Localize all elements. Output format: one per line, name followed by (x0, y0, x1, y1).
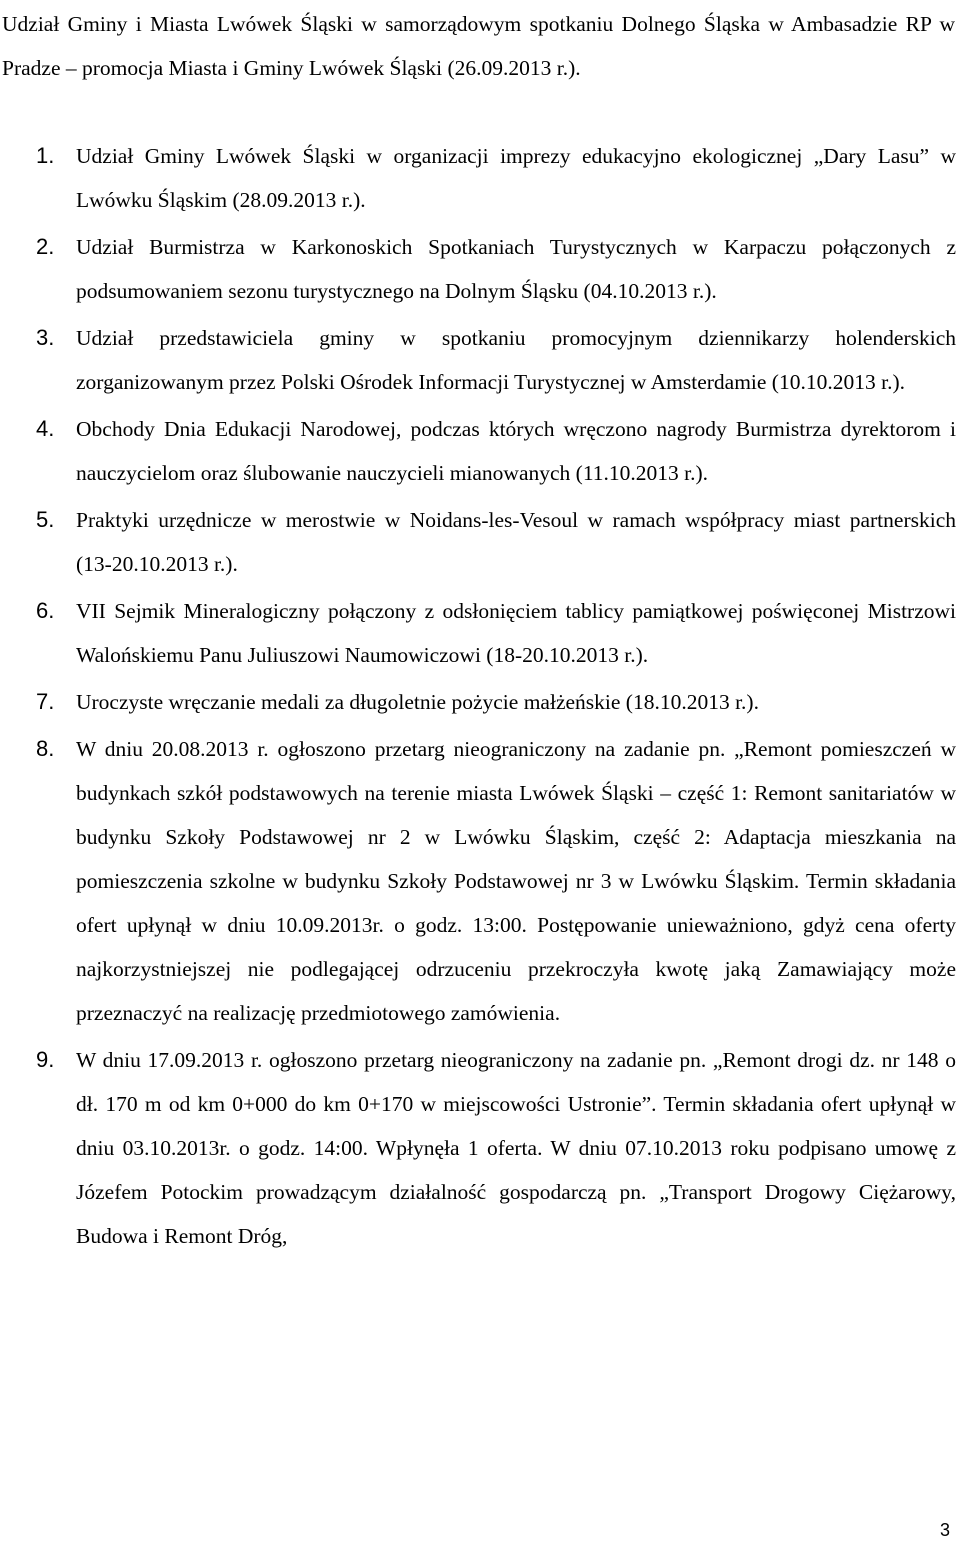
list-item (36, 589, 956, 677)
list-item (36, 407, 956, 495)
item-number: 9. (36, 1047, 55, 1072)
item-number: 4. (36, 416, 55, 441)
item-number: 3. (36, 325, 55, 350)
item-number: 1. (36, 143, 55, 168)
item-text: Obchody Dnia Edukacji Narodowej, podczas których wręczono nagrody Burmistrza dyrektorom i nauczycielom oraz ślubowanie nauczycieli mianowanych (11.10.2013 r.). (76, 417, 956, 485)
list-item (36, 680, 956, 724)
list-item (36, 316, 956, 404)
item-number: 8. (36, 736, 55, 761)
item-number: 2. (36, 234, 55, 259)
list-item (36, 727, 956, 1035)
item-text: Udział przedstawiciela gminy w spotkaniu promocyjnym dziennikarzy holenderskich zorganizowanym przez Polski Ośrodek Informacji Turystycznej w Amsterdamie (10.10.2013 r.). (76, 326, 956, 394)
item-number: 5. (36, 507, 55, 532)
intro-paragraph: Udział Gminy i Miasta Lwówek Śląski w samorządowym spotkaniu Dolnego Śląska w Ambasadzie RP w Pradze – promocja Miasta i Gminy Lwówek Śląski (26.09.2013 r.). (2, 12, 955, 80)
list-item (36, 498, 956, 586)
item-text: W dniu 17.09.2013 r. ogłoszono przetarg nieograniczony na zadanie pn. „Remont drogi dz. nr 148 o dł. 170 m od km 0+000 do km 0+170 w miejscowości Ustronie”. Termin składania ofert upłynął w dniu 03.10.2013r. o godz. 14:00. Wpłynęła 1 oferta. W dniu 07.10.2013 roku podpisano umowę z Józefem Potockim prowadzącym działalność gospodarczą pn. „Transport Drogowy Ciężarowy, Budowa i Remont Dróg, (76, 1048, 956, 1248)
item-text: Praktyki urzędnicze w merostwie w Noidans-les-Vesoul w ramach współpracy miast partnerskich (13-20.10.2013 r.). (76, 508, 956, 576)
item-text: Uroczyste wręczanie medali za długoletnie pożycie małżeńskie (18.10.2013 r.). (76, 690, 759, 714)
item-text: Udział Gminy Lwówek Śląski w organizacji imprezy edukacyjno ekologicznej „Dary Lasu” w Lwówku Śląskim (28.09.2013 r.). (76, 144, 956, 212)
item-number: 7. (36, 689, 55, 714)
item-text: W dniu 20.08.2013 r. ogłoszono przetarg nieograniczony na zadanie pn. „Remont pomieszczeń w budynkach szkół podstawowych na terenie miasta Lwówek Śląski – część 1: Remont sanitariatów w budynku Szkoły Podstawowej nr 2 w Lwówku Śląskim, część 2: Adaptacja mieszkania na pomieszczenia szkolne w budynku Szkoły Podstawowej nr 3 w Lwówku Śląskim. Termin składania ofert upłynął w dniu 10.09.2013r. o godz. 13:00. Postępowanie unieważniono, gdyż cena oferty najkorzystniejszej nie podlegającej odrzuceniu przekroczyła kwotę jaką Zamawiający może przeznaczyć na realizację przedmiotowego zamówienia. (76, 737, 956, 1025)
item-text: Udział Burmistrza w Karkonoskich Spotkaniach Turystycznych w Karpaczu połączonych z podsumowaniem sezonu turystycznego na Dolnym Śląsku (04.10.2013 r.). (76, 235, 956, 303)
item-text: VII Sejmik Mineralogiczny połączony z odsłonięciem tablicy pamiątkowej poświęconej Mistrzowi Walońskiemu Panu Juliuszowi Naumowiczowi (18-20.10.2013 r.). (76, 599, 956, 667)
item-number: 6. (36, 598, 55, 623)
numbered-list (36, 134, 956, 1261)
page-number: 3 (939, 1520, 950, 1540)
list-item (36, 225, 956, 313)
list-item (36, 134, 956, 222)
list-item (36, 1038, 956, 1258)
